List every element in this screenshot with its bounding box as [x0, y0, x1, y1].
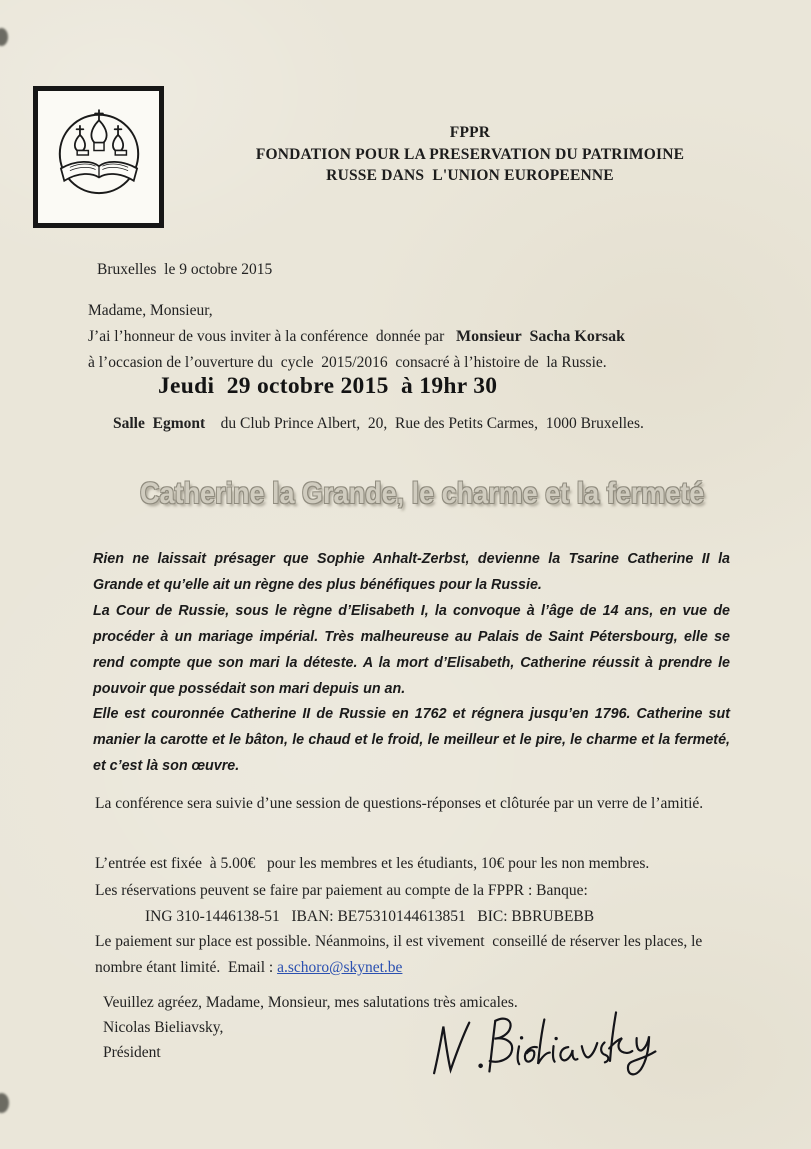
conference-note: La conférence sera suivie d’une session de questions-réponses et clôturée par un verre de l’amitié.	[95, 795, 704, 812]
lecture-title: Catherine la Grande, le charme et la fermeté	[140, 477, 705, 510]
intro-text: J’ai l’honneur de vous inviter à la conférence donnée par	[88, 328, 456, 345]
church-domes-open-book-logo-icon	[43, 99, 155, 216]
signer-name: Nicolas Bieliavsky,	[103, 1019, 224, 1036]
speaker-name: Monsieur Sacha Korsak	[455, 328, 626, 345]
venue-address: du Club Prince Albert, 20, Rue des Petits Carmes, 1000 Bruxelles.	[205, 415, 644, 432]
venue-room: Salle Egmont	[113, 415, 206, 432]
fppr-logo-box	[33, 86, 164, 228]
intro-line2: à l’occasion de l’ouverture du cycle 2015/2016 consacré à l’histoire de la Russie.	[88, 354, 607, 371]
lecture-abstract	[93, 547, 730, 780]
org-abbr: FPPR	[449, 124, 491, 141]
scan-artifact-bottom	[0, 1093, 9, 1113]
event-datetime: Jeudi 29 octobre 2015 à 19hr 30	[158, 373, 498, 399]
intro-line1	[88, 328, 625, 346]
payment-note	[95, 929, 737, 981]
letterhead	[180, 122, 760, 187]
email-link[interactable]: a.schoro@skynet.be	[277, 959, 403, 976]
abstract-paragraph-1: Rien ne laissait présager que Sophie Anhalt-Zerbst, devienne la Tsarine Catherine II la Grande et qu’elle ait un règne des plus bénéfiques pour la Russie.	[93, 551, 730, 593]
org-name-line1: FONDATION POUR LA PRESERVATION DU PATRIMOINE	[255, 145, 685, 163]
dateline: Bruxelles le 9 octobre 2015	[97, 261, 273, 278]
entry-price: L’entrée est fixée à 5.00€ pour les membres et les étudiants, 10€ pour les non membres.	[95, 855, 650, 872]
payment-text: Le paiement sur place est possible. Néanmoins, il est vivement conseillé de réserver les places, le nombre étant limité. Email :	[95, 933, 707, 976]
org-name-line2: RUSSE DANS L'UNION EUROPEENNE	[326, 167, 614, 184]
event-venue	[113, 415, 644, 433]
signer-role: Président	[103, 1044, 161, 1061]
abstract-paragraph-2: La Cour de Russie, sous le règne d’Elisabeth I, la convoque à l’âge de 14 ans, en vue de procéder à un mariage impérial. Très malheureuse au Palais de Saint Pétersbourg, elle se rend compte que son mari la déteste. A la mort d’Elisabeth, Catherine réussit à prendre le pouvoir que possédait son mari depuis un an.	[93, 602, 730, 697]
bank-details: ING 310-1446138-51 IBAN: BE75310144613851 BIC: BBRUBEBB	[145, 908, 595, 925]
reservation-note: Les réservations peuvent se faire par paiement au compte de la FPPR : Banque:	[95, 882, 588, 899]
scan-artifact-top	[0, 28, 8, 46]
salutation: Madame, Monsieur,	[88, 302, 213, 319]
handwritten-signature	[417, 995, 663, 1100]
closing-salutation: Veuillez agréez, Madame, Monsieur, mes salutations très amicales.	[103, 994, 518, 1011]
abstract-paragraph-3: Elle est couronnée Catherine II de Russie en 1762 et régnera jusqu’en 1796. Catherine sut manier la carotte et le bâton, le chaud et le froid, le meilleur et le pire, le charme et la fermeté, et c’est là son œuvre.	[93, 706, 730, 775]
